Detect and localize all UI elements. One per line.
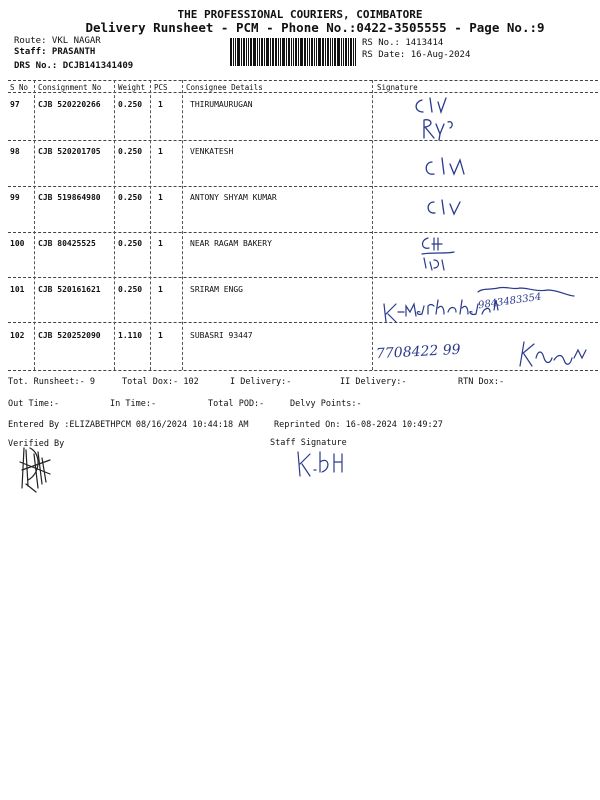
barcode-bar bbox=[288, 38, 290, 66]
row-consignee: SRIRAM ENGG bbox=[190, 285, 243, 294]
entered-by: Entered By :ELIZABETHPCM 08/16/2024 10:44:18 AM bbox=[8, 420, 249, 430]
delvy-points: Delvy Points:- bbox=[290, 399, 362, 409]
barcode-bar bbox=[341, 38, 342, 66]
row-consignee: THIRUMAURUGAN bbox=[190, 100, 253, 109]
row-consignee: SUBASRI 93447 bbox=[190, 331, 253, 340]
rs-number: RS No.: 1413414 bbox=[362, 38, 444, 48]
barcode-bar bbox=[266, 38, 269, 66]
barcode-bar bbox=[261, 38, 263, 66]
col-header-sno: S No bbox=[10, 83, 29, 92]
rs-date: RS Date: 16-Aug-2024 bbox=[362, 50, 471, 60]
barcode-bar bbox=[278, 38, 279, 66]
barcode-bar bbox=[286, 38, 287, 66]
barcode-bar bbox=[250, 38, 252, 66]
handwritten-phone-row-101: 9843483354 bbox=[477, 291, 543, 312]
row-divider bbox=[8, 232, 598, 233]
col-header-pcs: PCS bbox=[154, 83, 168, 92]
barcode-bar bbox=[345, 38, 347, 66]
signature-row-97 bbox=[410, 94, 470, 144]
row-divider bbox=[8, 186, 598, 187]
row-pcs: 1 bbox=[158, 331, 163, 340]
barcode-bar bbox=[330, 38, 331, 66]
barcode-bar bbox=[322, 38, 324, 66]
col-header-signature: Signature bbox=[377, 83, 418, 92]
row-pcs: 1 bbox=[158, 239, 163, 248]
column-divider bbox=[150, 80, 151, 370]
staff-signature bbox=[294, 446, 354, 484]
row-consignment-no: CJB 520220266 bbox=[38, 100, 101, 109]
table-border bbox=[8, 92, 598, 93]
verifier-signature bbox=[16, 444, 66, 498]
signature-row-98 bbox=[420, 148, 480, 186]
table-border bbox=[8, 80, 598, 81]
barcode-bar bbox=[237, 38, 240, 66]
column-divider bbox=[182, 80, 183, 370]
runsheet-subtitle: Delivery Runsheet - PCM - Phone No.:0422-3505555 - Page No.:9 bbox=[85, 20, 545, 35]
col-header-consignee: Consignee Details bbox=[186, 83, 263, 92]
barcode-bar bbox=[314, 38, 315, 66]
i-delivery: I Delivery:- bbox=[230, 377, 292, 387]
barcode-bar bbox=[304, 38, 306, 66]
staff-label: Staff: PRASANTH bbox=[14, 47, 96, 57]
total-dox: Total Dox:- 102 bbox=[122, 377, 199, 387]
document-title: THE PROFESSIONAL COURIERS, COIMBATORE bbox=[177, 8, 423, 21]
barcode-bar bbox=[241, 38, 242, 66]
barcode-bar bbox=[235, 38, 236, 66]
barcode-bar bbox=[233, 38, 234, 66]
barcode-bar bbox=[318, 38, 321, 66]
staff-signature-label: Staff Signature bbox=[270, 438, 347, 448]
row-pcs: 1 bbox=[158, 100, 163, 109]
barcode-bar bbox=[300, 38, 303, 66]
row-sno: 98 bbox=[10, 147, 20, 156]
barcode-bar bbox=[298, 38, 299, 66]
barcode-bar bbox=[307, 38, 308, 66]
handwritten-phone-row-102: 7708422 99 bbox=[375, 341, 461, 363]
barcode-bar bbox=[337, 38, 340, 66]
barcode-bar bbox=[316, 38, 317, 66]
row-weight: 0.250 bbox=[118, 147, 143, 156]
barcode-bar bbox=[259, 38, 260, 66]
row-consignment-no: CJB 519864980 bbox=[38, 193, 101, 202]
barcode-bar bbox=[350, 38, 352, 66]
barcode-bar bbox=[230, 38, 232, 66]
row-consignment-no: CJB 520252090 bbox=[38, 331, 101, 340]
row-consignee: ANTONY SHYAM KUMAR bbox=[190, 193, 277, 202]
barcode-bar bbox=[246, 38, 247, 66]
column-divider bbox=[34, 80, 35, 370]
barcode-bar bbox=[334, 38, 336, 66]
barcode-bar bbox=[280, 38, 281, 66]
barcode-bar bbox=[275, 38, 277, 66]
route-label: Route: VKL NAGAR bbox=[14, 36, 101, 46]
barcode-bar bbox=[248, 38, 249, 66]
signature-row-100 bbox=[418, 234, 468, 278]
rtn-dox: RTN Dox:- bbox=[458, 377, 505, 387]
column-divider bbox=[372, 80, 373, 370]
row-pcs: 1 bbox=[158, 147, 163, 156]
out-time: Out Time:- bbox=[8, 399, 60, 409]
row-sno: 101 bbox=[10, 285, 25, 294]
barcode-bar bbox=[243, 38, 245, 66]
barcode-bar bbox=[270, 38, 271, 66]
tot-runsheet: Tot. Runsheet:- 9 bbox=[8, 377, 95, 387]
barcode-bar bbox=[309, 38, 310, 66]
in-time: In Time:- bbox=[110, 399, 157, 409]
col-header-weight: Weight bbox=[118, 83, 146, 92]
barcode bbox=[230, 38, 358, 66]
drs-number: DRS No.: DCJB141341409 bbox=[14, 61, 134, 71]
barcode-bar bbox=[293, 38, 294, 66]
row-sno: 97 bbox=[10, 100, 20, 109]
row-consignment-no: CJB 520161621 bbox=[38, 285, 101, 294]
row-divider bbox=[8, 140, 598, 141]
column-divider bbox=[114, 80, 115, 370]
row-consignee: VENKATESH bbox=[190, 147, 234, 156]
barcode-bar bbox=[327, 38, 329, 66]
row-weight: 0.250 bbox=[118, 193, 143, 202]
row-sno: 99 bbox=[10, 193, 20, 202]
barcode-bar bbox=[332, 38, 333, 66]
ii-delivery: II Delivery:- bbox=[340, 377, 407, 387]
barcode-bar bbox=[253, 38, 256, 66]
row-weight: 0.250 bbox=[118, 285, 143, 294]
barcode-bar bbox=[348, 38, 349, 66]
reprinted-on: Reprinted On: 16-08-2024 10:49:27 bbox=[274, 420, 443, 430]
barcode-bar bbox=[353, 38, 354, 66]
barcode-bar bbox=[291, 38, 292, 66]
barcode-bar bbox=[282, 38, 285, 66]
row-consignment-no: CJB 80425525 bbox=[38, 239, 96, 248]
row-pcs: 1 bbox=[158, 285, 163, 294]
row-sno: 102 bbox=[10, 331, 25, 340]
row-divider bbox=[8, 277, 598, 278]
row-sno: 100 bbox=[10, 239, 25, 248]
total-pod: Total POD:- bbox=[208, 399, 265, 409]
barcode-bar bbox=[325, 38, 326, 66]
col-header-consignment: Consignment No bbox=[38, 83, 102, 92]
row-weight: 1.110 bbox=[118, 331, 143, 340]
barcode-bar bbox=[343, 38, 344, 66]
verified-by-label: Verified By bbox=[8, 439, 65, 449]
row-weight: 0.250 bbox=[118, 100, 143, 109]
row-weight: 0.250 bbox=[118, 239, 143, 248]
barcode-bar bbox=[295, 38, 297, 66]
barcode-bar bbox=[311, 38, 313, 66]
barcode-bar bbox=[272, 38, 274, 66]
row-consignment-no: CJB 520201705 bbox=[38, 147, 101, 156]
row-consignee: NEAR RAGAM BAKERY bbox=[190, 239, 272, 248]
barcode-bar bbox=[355, 38, 356, 66]
barcode-bar bbox=[257, 38, 258, 66]
barcode-bar bbox=[264, 38, 265, 66]
row-pcs: 1 bbox=[158, 193, 163, 202]
